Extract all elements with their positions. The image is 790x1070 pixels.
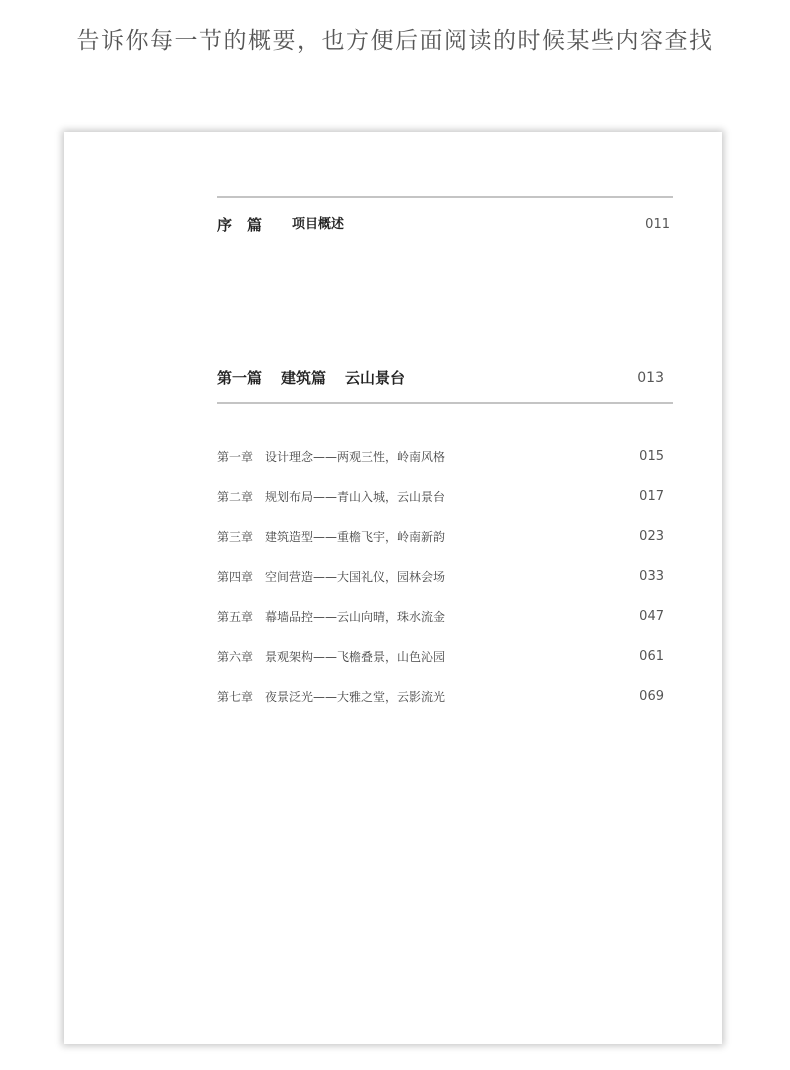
chapter-page-number: 047	[639, 609, 664, 624]
chapter-list	[217, 446, 664, 726]
document-page	[64, 132, 722, 1044]
part-subtitle: 云山景台	[345, 369, 406, 387]
chapter-label: 第四章	[217, 570, 254, 584]
chapter-page-number: 015	[639, 449, 664, 464]
preface-title: 项目概述	[292, 217, 345, 232]
chapter-label: 第五章	[217, 610, 254, 624]
chapter-title: 设计理念——两观三性，岭南风格	[265, 450, 446, 464]
chapter-label: 第三章	[217, 530, 254, 544]
caption-text: 告诉你每一节的概要，也方便后面阅读的时候某些内容查找	[76, 28, 714, 54]
chapter-title: 空间营造——大国礼仪，园林会场	[265, 570, 446, 584]
chapter-page-number: 023	[639, 529, 664, 544]
part-page-number: 013	[637, 370, 664, 386]
chapter-title: 景观架构——飞檐叠景，山色沁园	[265, 650, 446, 664]
chapter-page-number: 061	[639, 649, 664, 664]
chapter-page-number: 033	[639, 569, 664, 584]
toc-preface-row[interactable]	[217, 214, 670, 236]
chapter-label: 第一章	[217, 450, 254, 464]
toc-chapter-row[interactable]	[217, 646, 664, 686]
toc-chapter-row[interactable]	[217, 566, 664, 606]
toc-chapter-row[interactable]	[217, 686, 664, 726]
toc-chapter-row[interactable]	[217, 486, 664, 526]
chapter-title: 夜景泛光——大雅之堂，云影流光	[265, 690, 446, 704]
chapter-label: 第六章	[217, 650, 254, 664]
toc-part-row[interactable]	[217, 366, 664, 390]
chapter-title: 建筑造型——重檐飞宇，岭南新韵	[265, 530, 446, 544]
part-title: 建筑篇	[281, 369, 327, 387]
chapter-label: 第二章	[217, 490, 254, 504]
top-divider	[217, 196, 673, 198]
chapter-page-number: 017	[639, 489, 664, 504]
preface-page-number: 011	[645, 217, 670, 232]
part-divider	[217, 402, 673, 404]
toc-chapter-row[interactable]	[217, 606, 664, 646]
chapter-title: 规划布局——青山入城，云山景台	[265, 490, 446, 504]
chapter-page-number: 069	[639, 689, 664, 704]
toc-chapter-row[interactable]	[217, 446, 664, 486]
chapter-label: 第七章	[217, 690, 254, 704]
part-label: 第一篇	[217, 369, 263, 387]
toc-chapter-row[interactable]	[217, 526, 664, 566]
preface-label: 序 篇	[217, 216, 263, 234]
chapter-title: 幕墙品控——云山向晴，珠水流金	[265, 610, 446, 624]
